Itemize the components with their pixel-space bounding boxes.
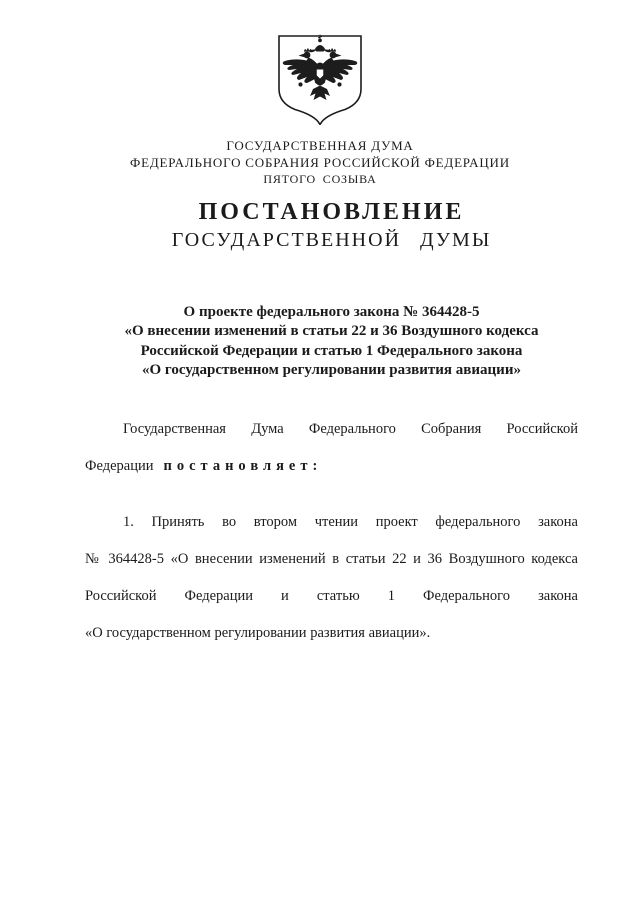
resolution-item-1: [85, 504, 578, 652]
item-1-line-1: 1. Принять во втором чтении проект федерального закона: [123, 513, 578, 530]
document-title: [85, 199, 578, 253]
document-subject: [85, 303, 578, 381]
coat-of-arms: [272, 33, 368, 125]
item-1-line-3: Российской Федерации и статью 1 Федерального закона: [85, 587, 578, 604]
double-headed-eagle: [283, 35, 358, 100]
preamble-prefix: Федерации: [85, 457, 154, 474]
text-column: [85, 199, 578, 652]
subject-line-4: «О государственном регулировании развития авиации»: [142, 362, 521, 378]
item-1-line-4: «О государственном регулировании развития авиации».: [85, 624, 431, 641]
issuing-authority: [0, 138, 640, 188]
subject-line-2: «О внесении изменений в статьи 22 и 36 Воздушного кодекса: [124, 323, 539, 339]
item-1-line-2: № 364428-5 «О внесении изменений в статьи 22 и 36 Воздушного кодекса: [85, 550, 578, 567]
preamble-line-2: [85, 448, 578, 485]
resolves-word: постановляет:: [163, 457, 323, 474]
document-type-issuer: ГОСУДАРСТВЕННОЙ ДУМЫ: [171, 228, 492, 251]
document-type: ПОСТАНОВЛЕНИЕ: [198, 198, 465, 225]
preamble-paragraph: [85, 411, 578, 485]
subject-line-1: О проекте федерального закона № 364428-5: [183, 303, 480, 320]
subject-line-3: Российской Федерации и статью 1 Федерального закона: [140, 342, 523, 359]
preamble-line-1: Государственная Дума Федерального Собрания Российской: [123, 420, 578, 437]
russian-coat-of-arms-icon: [272, 33, 368, 125]
authority-name: ГОСУДАРСТВЕННАЯ ДУМА: [226, 138, 414, 153]
convocation-label: ПЯТОГО СОЗЫВА: [263, 172, 377, 186]
authority-parent-body: ФЕДЕРАЛЬНОГО СОБРАНИЯ РОССИЙСКОЙ ФЕДЕРАЦИИ: [130, 154, 510, 170]
